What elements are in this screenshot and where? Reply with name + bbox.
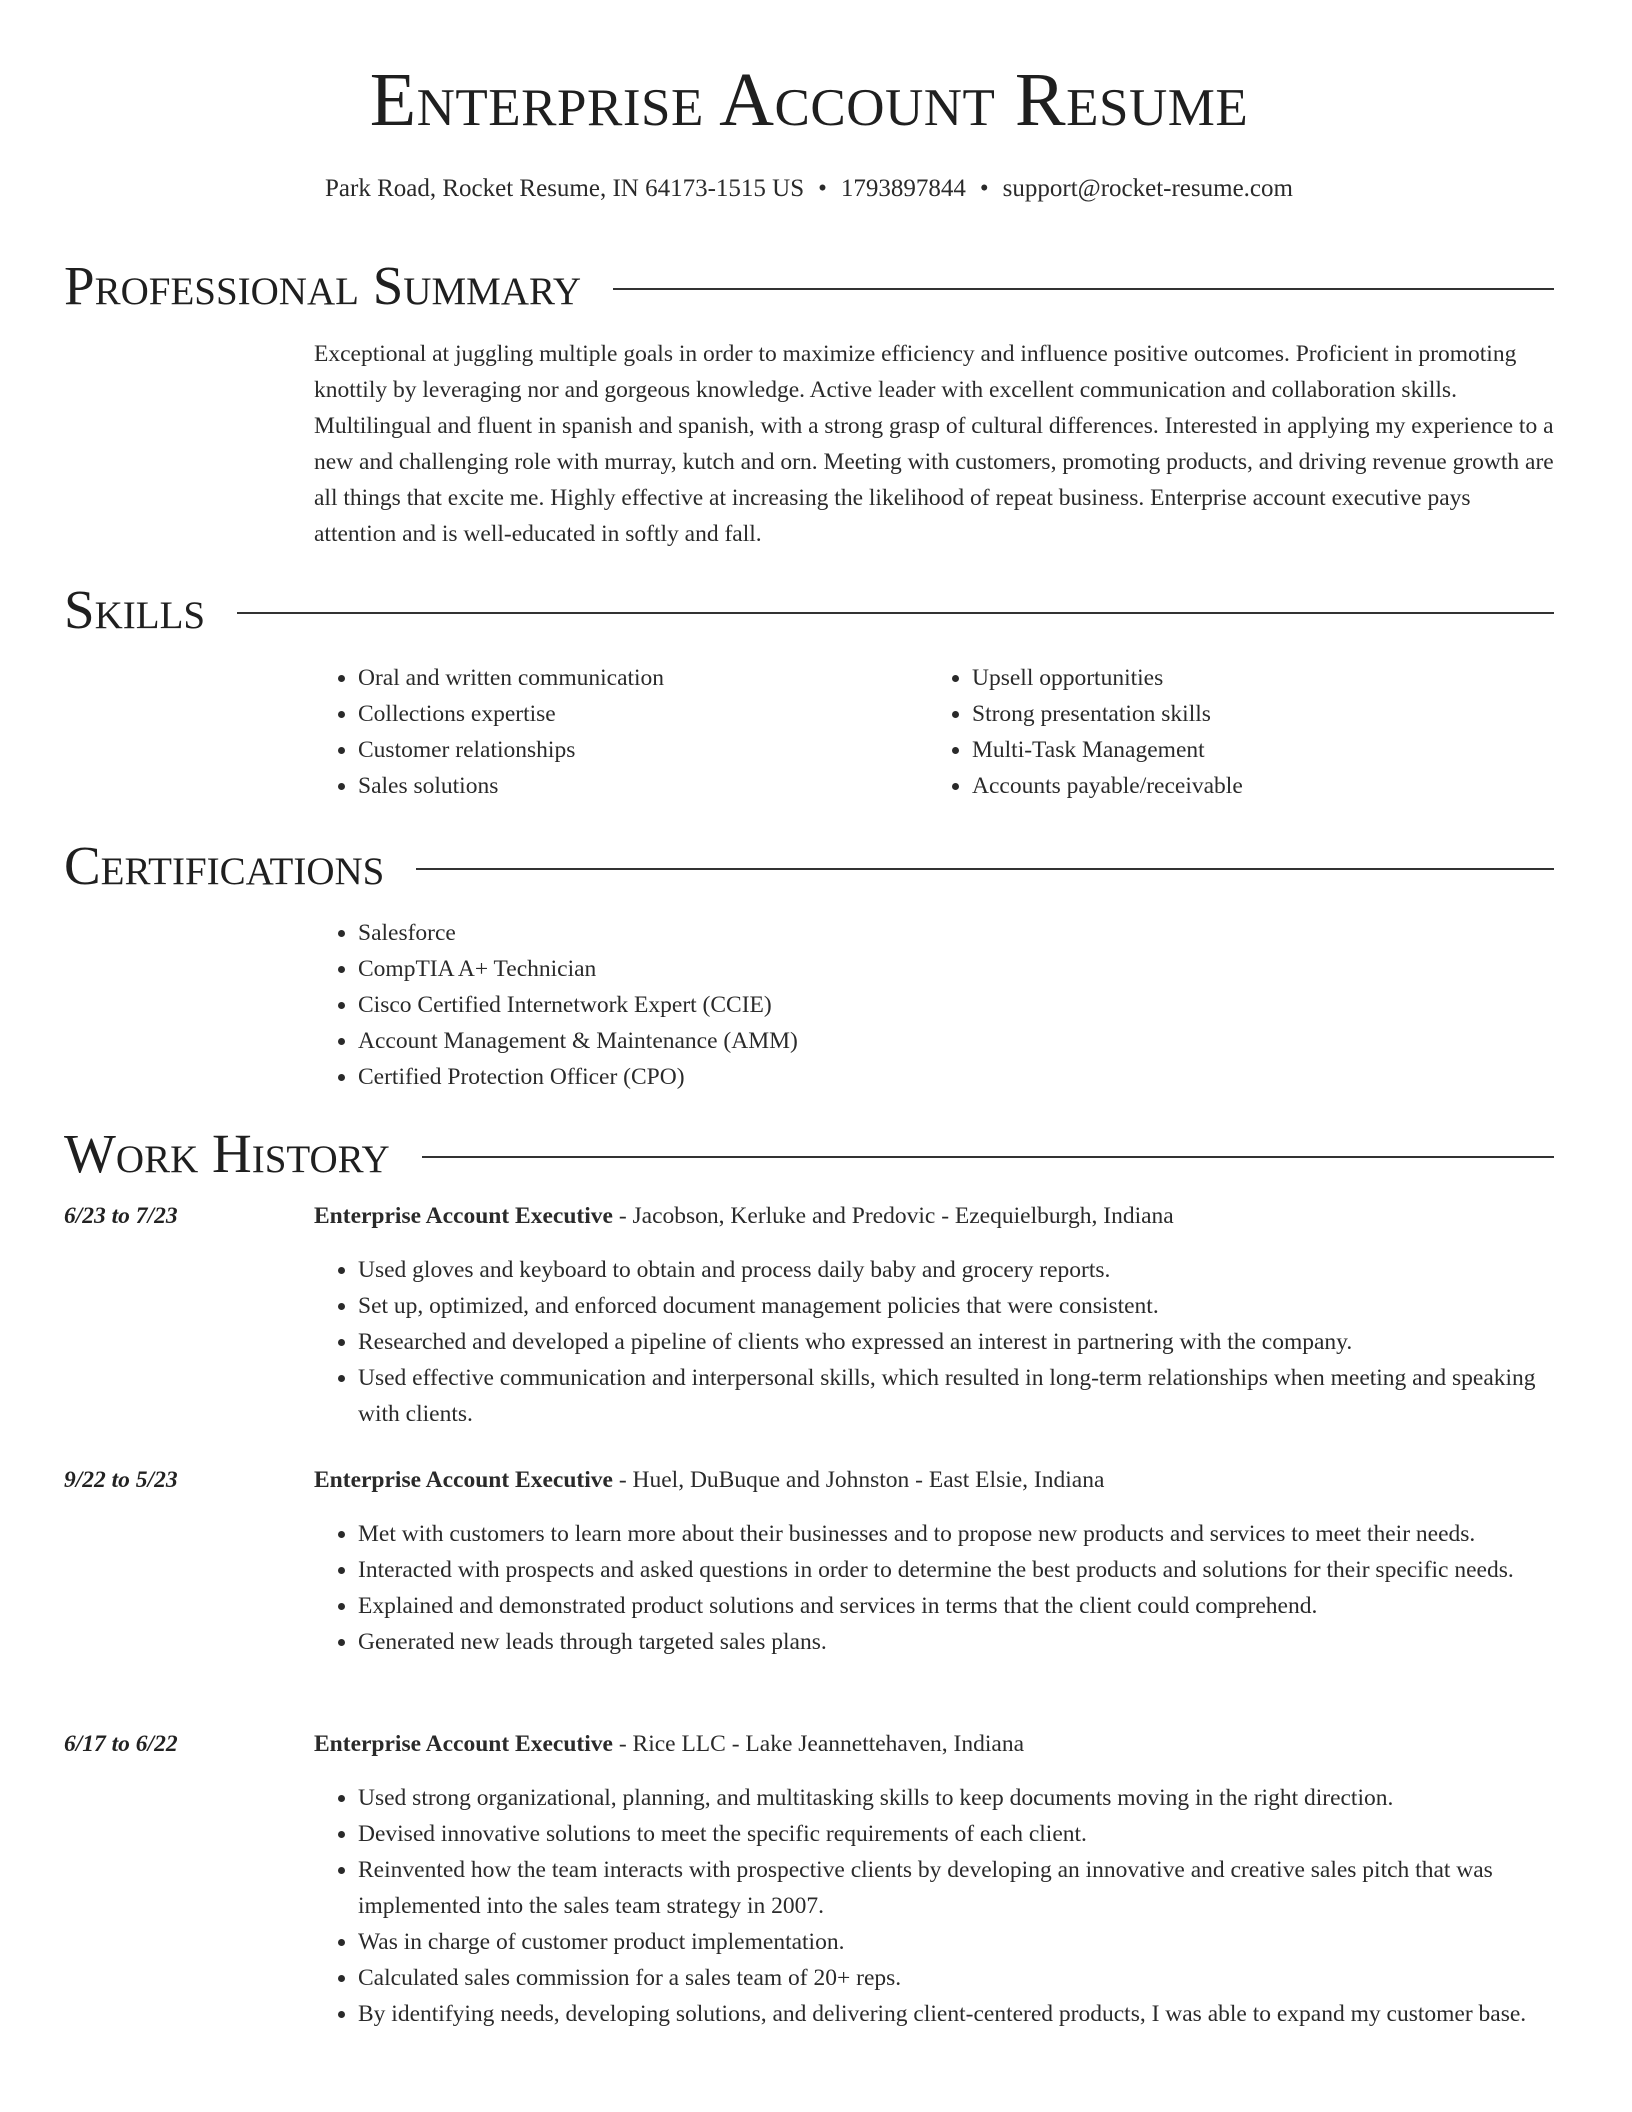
skills-right-list bbox=[928, 660, 1528, 804]
job-bullet: • Devised innovative solutions to meet the specific requirements of each client. bbox=[358, 1816, 1554, 1852]
job-heading bbox=[314, 1198, 1554, 1234]
job-bullet: • Met with customers to learn more about their businesses and to propose new products and services to meet their needs. bbox=[358, 1516, 1554, 1552]
section-title-skills: Skills bbox=[64, 579, 206, 640]
skill-item: • Sales solutions bbox=[358, 768, 914, 804]
skill-item: • Accounts payable/receivable bbox=[972, 768, 1528, 804]
skills-list-right bbox=[928, 660, 1528, 804]
section-divider bbox=[237, 612, 1554, 614]
job-bullet: • Researched and developed a pipeline of clients who expressed an interest in partnering with the company. bbox=[358, 1324, 1554, 1360]
section-title-certifications: Certifications bbox=[64, 835, 385, 896]
skills-left-list bbox=[314, 660, 914, 804]
skills-section-header bbox=[64, 579, 1554, 640]
summary-text: Exceptional at juggling multiple goals in order to maximize efficiency and influence positive outcomes. Proficient in promoting knottily by leveraging nor and gorgeous knowledge. Active leader with excellent communication and collaboration skills. Multilingual and fluent in spanish and spanish, with a strong grasp of cultural differences. Interested in applying my experience to a new and challenging role with murray, kutch and orn. Meeting with customers, promoting products, and driving revenue growth are all things that excite me. Highly effective at increasing the likelihood of repeat business. Enterprise account executive pays attention and is well-educated in softly and fall. bbox=[314, 341, 1554, 547]
contact-phone: 1793897844 bbox=[840, 175, 966, 202]
job-bullet: • Generated new leads through targeted sales plans. bbox=[358, 1624, 1554, 1660]
section-title-summary: Professional Summary bbox=[64, 255, 582, 316]
summary-section-header bbox=[64, 255, 1554, 316]
certification-item: • CompTIA A+ Technician bbox=[358, 951, 1554, 987]
job-bullet: • Was in charge of customer product implementation. bbox=[358, 1924, 1554, 1960]
job-responsibilities bbox=[314, 1780, 1554, 2032]
job-employer: - Rice LLC - Lake Jeannettehaven, Indiana bbox=[612, 1731, 1025, 1757]
job-bullet: • Used effective communication and interpersonal skills, which resulted in long-term relationships when meeting and speaking with clients. bbox=[358, 1360, 1554, 1432]
job-dates: 9/22 to 5/23 bbox=[64, 1467, 178, 1493]
certification-item: • Cisco Certified Internetwork Expert (CCIE) bbox=[358, 987, 1554, 1023]
job-bullet: • Set up, optimized, and enforced document management policies that were consistent. bbox=[358, 1288, 1554, 1324]
job-bullet: • Calculated sales commission for a sales team of 20+ reps. bbox=[358, 1960, 1554, 1996]
job-title: Enterprise Account Executive bbox=[314, 1731, 613, 1757]
contact-email[interactable]: support@rocket-resume.com bbox=[1002, 175, 1293, 202]
job-employer: - Jacobson, Kerluke and Predovic - Ezequielburgh, Indiana bbox=[612, 1203, 1174, 1229]
job-title: Enterprise Account Executive bbox=[314, 1203, 613, 1229]
skills-list-left bbox=[314, 660, 914, 804]
job-bullet-list bbox=[314, 1516, 1554, 1660]
job-dates: 6/23 to 7/23 bbox=[64, 1203, 178, 1229]
job-employer: - Huel, DuBuque and Johnston - East Elsie, Indiana bbox=[612, 1467, 1105, 1493]
section-divider bbox=[416, 868, 1554, 870]
certifications-section-header bbox=[64, 835, 1554, 896]
job-bullet: • Interacted with prospects and asked questions in order to determine the best products and solutions for their specific needs. bbox=[358, 1552, 1554, 1588]
job-bullet-list bbox=[314, 1252, 1554, 1432]
certifications-items bbox=[314, 915, 1554, 1095]
contact-separator: • bbox=[818, 175, 827, 202]
job-title: Enterprise Account Executive bbox=[314, 1467, 613, 1493]
contact-line bbox=[64, 174, 1554, 204]
certification-item: • Salesforce bbox=[358, 915, 1554, 951]
certification-item: • Account Management & Maintenance (AMM) bbox=[358, 1023, 1554, 1059]
resume-title: Enterprise Account Resume bbox=[369, 58, 1249, 142]
section-title-work: Work History bbox=[64, 1123, 390, 1184]
job-bullet: • Used strong organizational, planning, and multitasking skills to keep documents moving in the right direction. bbox=[358, 1780, 1554, 1816]
job-bullet: • Reinvented how the team interacts with prospective clients by developing an innovative and creative sales pitch that was implemented into the sales team strategy in 2007. bbox=[358, 1852, 1554, 1924]
work-section-header bbox=[64, 1123, 1554, 1184]
section-divider bbox=[613, 288, 1554, 290]
job-responsibilities bbox=[314, 1252, 1554, 1432]
skill-item: • Oral and written communication bbox=[358, 660, 914, 696]
section-divider bbox=[422, 1156, 1554, 1158]
job-dates: 6/17 to 6/22 bbox=[64, 1731, 178, 1757]
job-bullet: • By identifying needs, developing solutions, and delivering client-centered products, I was able to expand my customer base. bbox=[358, 1996, 1554, 2032]
skill-item: • Customer relationships bbox=[358, 732, 914, 768]
skill-item: • Multi-Task Management bbox=[972, 732, 1528, 768]
job-bullet-list bbox=[314, 1780, 1554, 2032]
contact-address: Park Road, Rocket Resume, IN 64173-1515 US bbox=[325, 175, 805, 202]
job-bullet: • Used gloves and keyboard to obtain and process daily baby and grocery reports. bbox=[358, 1252, 1554, 1288]
skill-item: • Upsell opportunities bbox=[972, 660, 1528, 696]
skill-item: • Strong presentation skills bbox=[972, 696, 1528, 732]
job-heading bbox=[314, 1462, 1554, 1498]
contact-separator: • bbox=[979, 175, 989, 202]
job-responsibilities bbox=[314, 1516, 1554, 1660]
skill-item: • Collections expertise bbox=[358, 696, 914, 732]
job-heading bbox=[314, 1726, 1554, 1762]
certification-item: • Certified Protection Officer (CPO) bbox=[358, 1059, 1554, 1095]
job-bullet: • Explained and demonstrated product solutions and services in terms that the client could comprehend. bbox=[358, 1588, 1554, 1624]
certifications-list bbox=[314, 915, 1554, 1095]
